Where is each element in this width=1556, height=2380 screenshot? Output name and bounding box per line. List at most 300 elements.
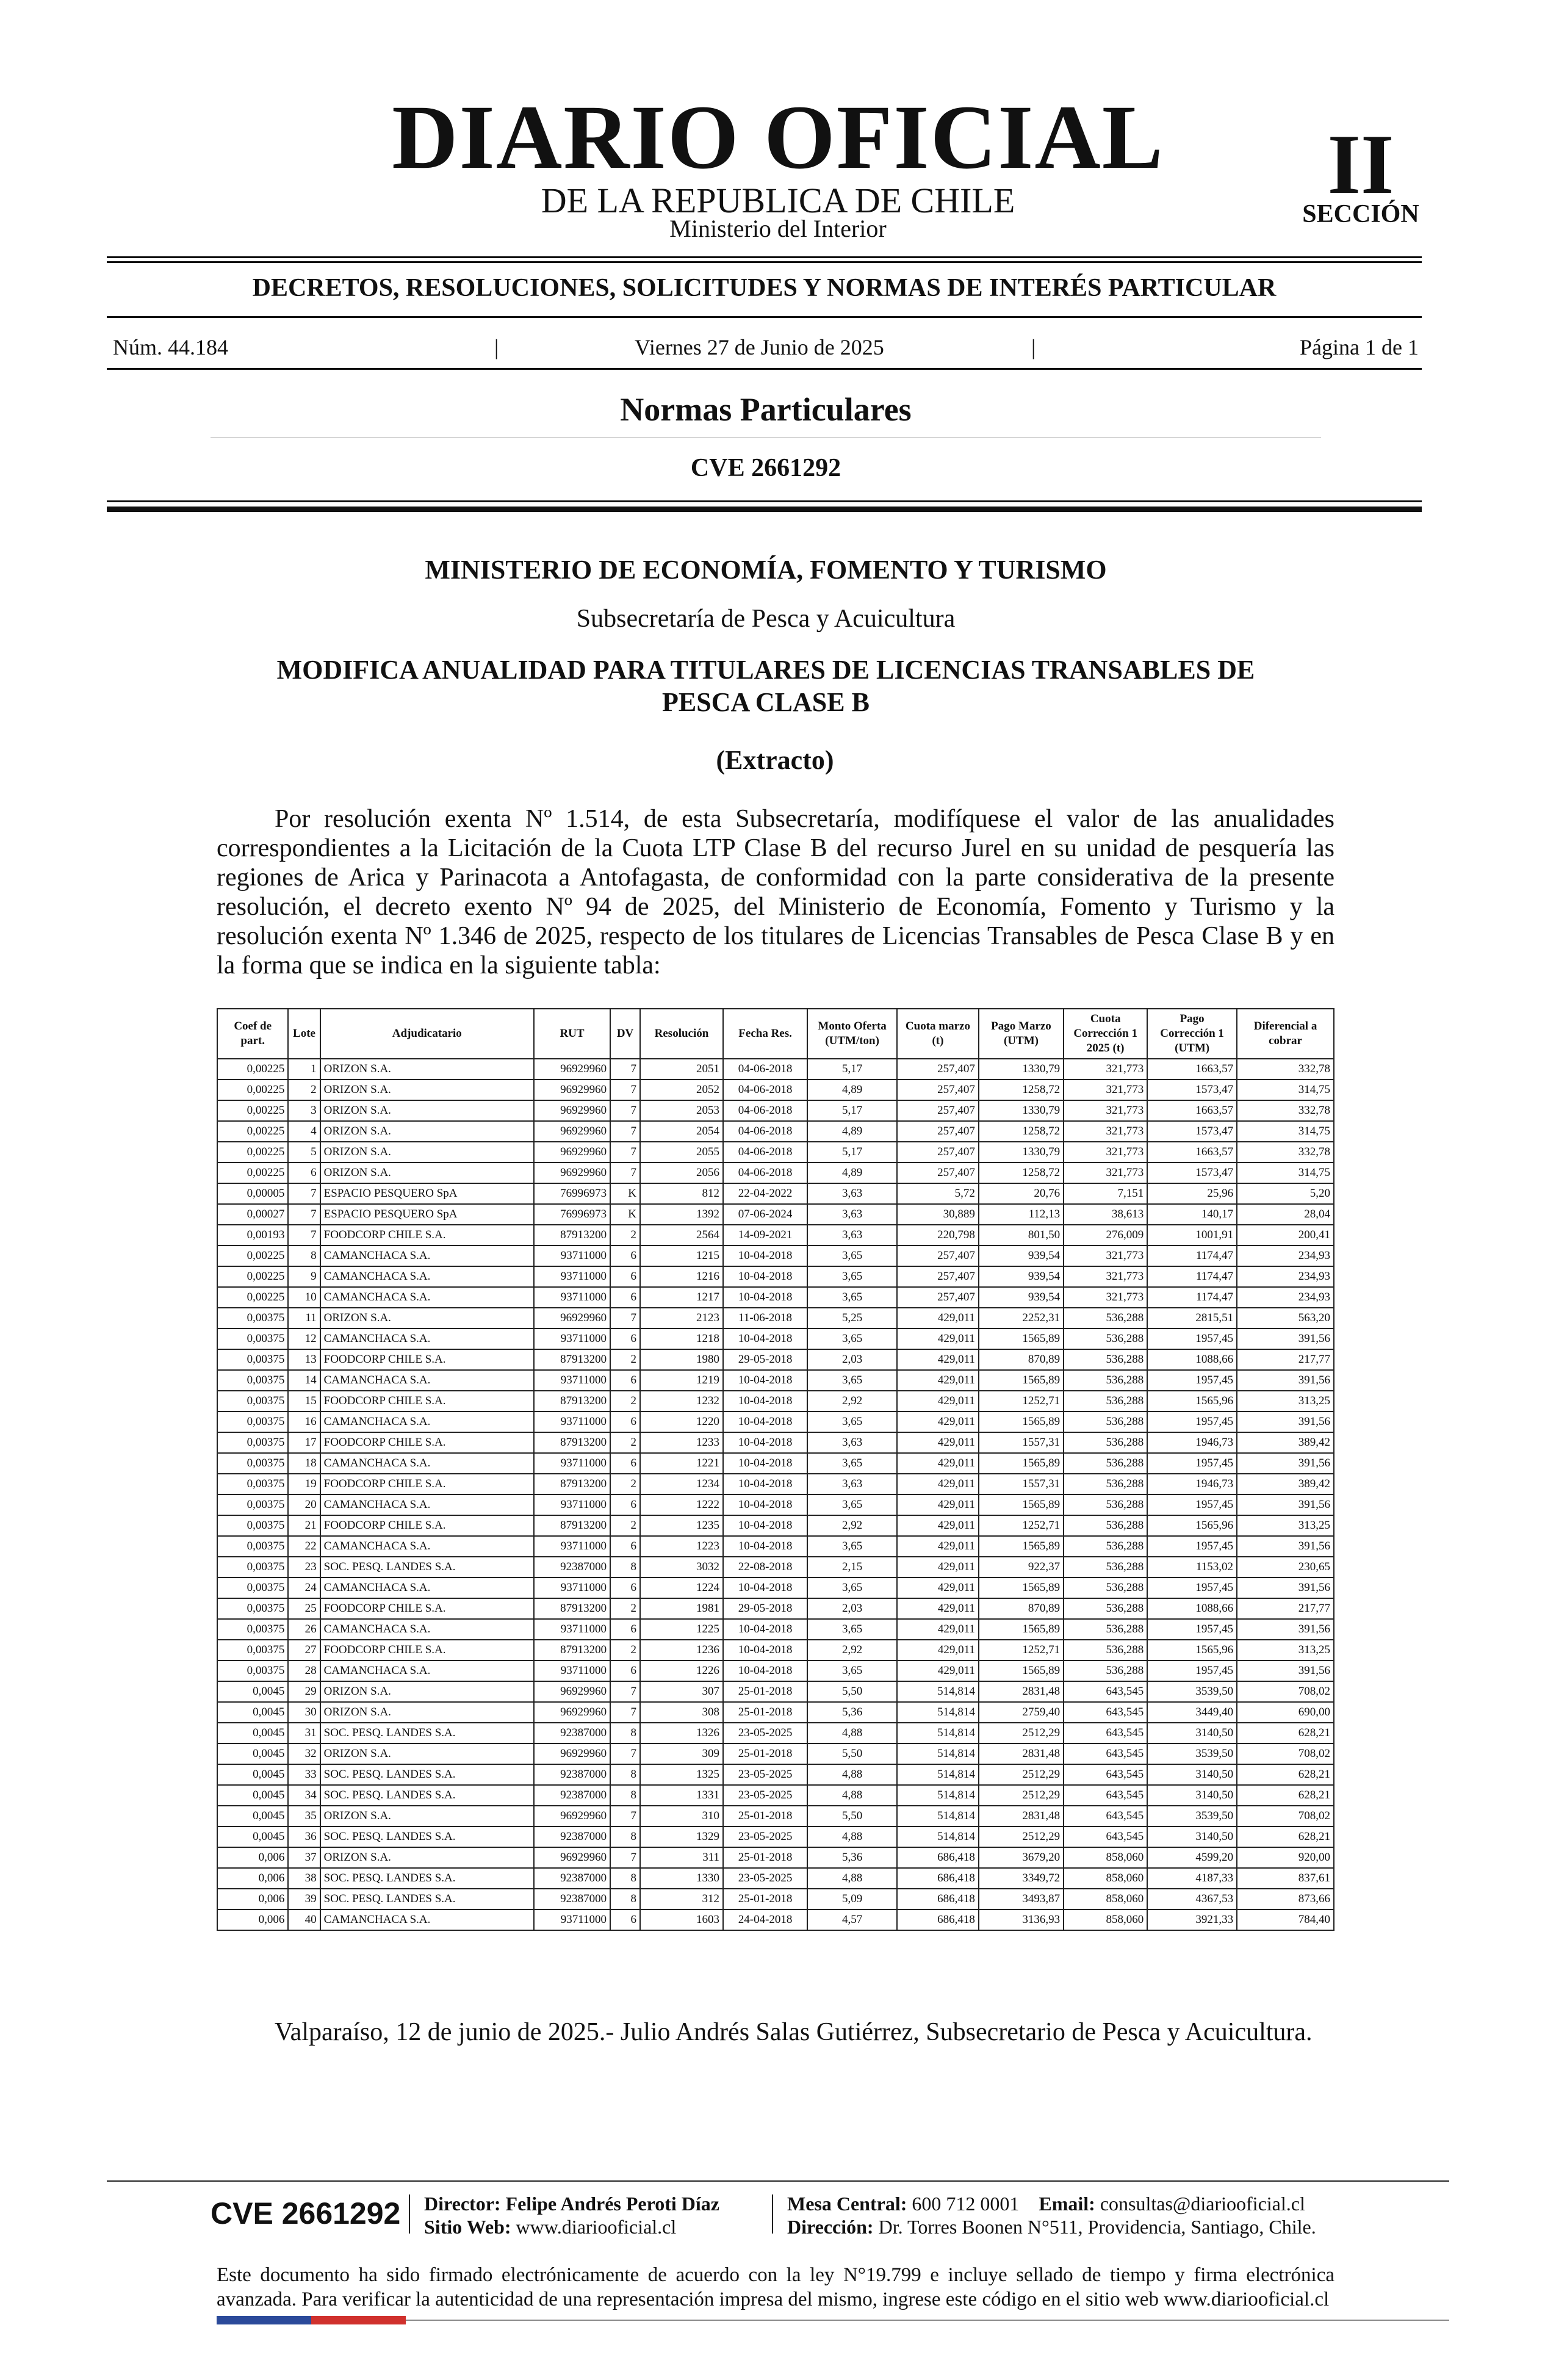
table-cell: 04-06-2018 — [723, 1080, 807, 1100]
table-cell: 1329 — [640, 1826, 723, 1847]
table-cell: 3 — [288, 1100, 320, 1121]
table-cell: 7 — [610, 1121, 640, 1142]
table-cell: 2512,29 — [979, 1764, 1064, 1785]
info-separator: | — [1031, 335, 1036, 359]
table-cell: 858,060 — [1064, 1847, 1147, 1868]
table-cell: 3,65 — [807, 1246, 897, 1266]
table-cell: 389,42 — [1237, 1474, 1334, 1495]
table-cell: 2,92 — [807, 1391, 897, 1412]
table-cell: 1218 — [640, 1329, 723, 1349]
ministry-heading: MINISTERIO DE ECONOMÍA, FOMENTO Y TURISMO — [425, 555, 1107, 585]
table-cell: 10-04-2018 — [723, 1246, 807, 1266]
table-cell: 0,00225 — [217, 1121, 288, 1142]
table-header-cell: Lote — [288, 1009, 320, 1059]
email-link[interactable]: consultas@diariooficial.cl — [1100, 2193, 1305, 2215]
table-cell: 314,75 — [1237, 1163, 1334, 1183]
table-cell: 628,21 — [1237, 1826, 1334, 1847]
table-cell: ORIZON S.A. — [320, 1702, 534, 1723]
table-cell: 429,011 — [897, 1308, 979, 1329]
flag-stripe-blue — [217, 2316, 311, 2324]
table-cell: 96929960 — [534, 1121, 610, 1142]
table-cell: 5,36 — [807, 1847, 897, 1868]
table-cell: 3,65 — [807, 1412, 897, 1432]
table-cell: CAMANCHACA S.A. — [320, 1246, 534, 1266]
table-cell: 3140,50 — [1147, 1826, 1237, 1847]
table-cell: 686,418 — [897, 1868, 979, 1889]
table-cell: 0,00375 — [217, 1391, 288, 1412]
table-cell: 7 — [610, 1142, 640, 1163]
table-cell: K — [610, 1204, 640, 1225]
table-cell: 38 — [288, 1868, 320, 1889]
table-row — [217, 1640, 1334, 1661]
table-cell: 30 — [288, 1702, 320, 1723]
table-cell: 3349,72 — [979, 1868, 1064, 1889]
table-row — [217, 1826, 1334, 1847]
table-cell: 1663,57 — [1147, 1059, 1237, 1080]
table-cell: 332,78 — [1237, 1059, 1334, 1080]
table-cell: 8 — [610, 1785, 640, 1806]
table-cell: 536,288 — [1064, 1474, 1147, 1495]
table-cell: 6 — [610, 1287, 640, 1308]
table-cell: 0,00375 — [217, 1432, 288, 1453]
table-cell: ESPACIO PESQUERO SpA — [320, 1204, 534, 1225]
table-cell: 3,65 — [807, 1266, 897, 1287]
table-cell: 25-01-2018 — [723, 1806, 807, 1826]
table-cell: 11 — [288, 1308, 320, 1329]
table-header-cell: DV — [610, 1009, 640, 1059]
table-cell: 2 — [610, 1515, 640, 1536]
table-cell: 4,88 — [807, 1723, 897, 1744]
table-cell: 332,78 — [1237, 1100, 1334, 1121]
table-cell: CAMANCHACA S.A. — [320, 1619, 534, 1640]
table-row — [217, 1204, 1334, 1225]
table-cell: 391,56 — [1237, 1495, 1334, 1515]
table-cell: 6 — [288, 1163, 320, 1183]
table-cell: 628,21 — [1237, 1785, 1334, 1806]
anualidad-table — [217, 1008, 1334, 1931]
table-cell: 257,407 — [897, 1121, 979, 1142]
table-cell: SOC. PESQ. LANDES S.A. — [320, 1723, 534, 1744]
table-cell: 1980 — [640, 1349, 723, 1370]
table-cell: 1153,02 — [1147, 1557, 1237, 1578]
table-header-cell: Fecha Res. — [723, 1009, 807, 1059]
table-cell: 1565,89 — [979, 1578, 1064, 1598]
table-cell: 87913200 — [534, 1515, 610, 1536]
divider — [107, 261, 1422, 263]
table-cell: 1258,72 — [979, 1163, 1064, 1183]
table-cell: 870,89 — [979, 1598, 1064, 1619]
table-cell: 321,773 — [1064, 1163, 1147, 1183]
web-label: Sitio Web: — [424, 2216, 511, 2238]
table-row — [217, 1495, 1334, 1515]
table-row — [217, 1619, 1334, 1640]
table-cell: 29 — [288, 1681, 320, 1702]
table-cell: 429,011 — [897, 1640, 979, 1661]
table-cell: 3140,50 — [1147, 1723, 1237, 1744]
table-cell: 310 — [640, 1806, 723, 1826]
table-cell: 23 — [288, 1557, 320, 1578]
table-cell: 708,02 — [1237, 1806, 1334, 1826]
table-cell: 6 — [610, 1412, 640, 1432]
table-cell: 92387000 — [534, 1785, 610, 1806]
table-cell: 1957,45 — [1147, 1619, 1237, 1640]
table-cell: 92387000 — [534, 1764, 610, 1785]
table-cell: 4 — [288, 1121, 320, 1142]
table-cell: 2,03 — [807, 1598, 897, 1619]
web-link[interactable]: www.diariooficial.cl — [516, 2216, 677, 2238]
table-cell: 0,00375 — [217, 1495, 288, 1515]
table-cell: 837,61 — [1237, 1868, 1334, 1889]
table-cell: 19 — [288, 1474, 320, 1495]
table-cell: 3140,50 — [1147, 1764, 1237, 1785]
table-row — [217, 1702, 1334, 1723]
table-cell: SOC. PESQ. LANDES S.A. — [320, 1826, 534, 1847]
table-cell: 429,011 — [897, 1557, 979, 1578]
table-cell: FOODCORP CHILE S.A. — [320, 1349, 534, 1370]
table-cell: 0,00375 — [217, 1557, 288, 1578]
divider — [406, 2320, 1449, 2321]
table-cell: 536,288 — [1064, 1370, 1147, 1391]
table-cell: 858,060 — [1064, 1868, 1147, 1889]
table-cell: 0,00375 — [217, 1349, 288, 1370]
table-cell: 23-05-2025 — [723, 1868, 807, 1889]
table-cell: 14 — [288, 1370, 320, 1391]
table-cell: 25-01-2018 — [723, 1744, 807, 1764]
table-cell: 5,72 — [897, 1183, 979, 1204]
table-cell: 1663,57 — [1147, 1100, 1237, 1121]
table-cell: FOODCORP CHILE S.A. — [320, 1474, 534, 1495]
table-cell: 10-04-2018 — [723, 1578, 807, 1598]
table-cell: 313,25 — [1237, 1391, 1334, 1412]
table-cell: 321,773 — [1064, 1287, 1147, 1308]
table-row — [217, 1059, 1334, 1080]
table-cell: 0,00225 — [217, 1100, 288, 1121]
table-cell: 2 — [610, 1640, 640, 1661]
table-cell: 0,0045 — [217, 1826, 288, 1847]
table-header-cell: Adjudicatario — [320, 1009, 534, 1059]
table-cell: 536,288 — [1064, 1391, 1147, 1412]
table-cell: 76996973 — [534, 1204, 610, 1225]
divider — [409, 2194, 410, 2234]
table-cell: 514,814 — [897, 1806, 979, 1826]
table-cell: 10-04-2018 — [723, 1474, 807, 1495]
table-cell: 2051 — [640, 1059, 723, 1080]
table-cell: 0,00225 — [217, 1266, 288, 1287]
table-cell: CAMANCHACA S.A. — [320, 1370, 534, 1391]
table-cell: 2 — [610, 1391, 640, 1412]
table-cell: 5,09 — [807, 1889, 897, 1909]
table-cell: 0,00375 — [217, 1453, 288, 1474]
table-cell: ESPACIO PESQUERO SpA — [320, 1183, 534, 1204]
table-cell: 1226 — [640, 1661, 723, 1681]
table-row — [217, 1453, 1334, 1474]
table-cell: 1573,47 — [1147, 1163, 1237, 1183]
table-cell: 391,56 — [1237, 1412, 1334, 1432]
table-cell: 10-04-2018 — [723, 1661, 807, 1681]
table-cell: 391,56 — [1237, 1536, 1334, 1557]
table-cell: 2054 — [640, 1121, 723, 1142]
table-cell: 96929960 — [534, 1059, 610, 1080]
table-cell: 1331 — [640, 1785, 723, 1806]
table-cell: 10-04-2018 — [723, 1432, 807, 1453]
table-cell: 7 — [610, 1681, 640, 1702]
table-header-cell: Monto Oferta (UTM/ton) — [807, 1009, 897, 1059]
table-cell: 3539,50 — [1147, 1744, 1237, 1764]
table-cell: 1946,73 — [1147, 1474, 1237, 1495]
table-cell: 4599,20 — [1147, 1847, 1237, 1868]
table-header-cell: Pago Corrección 1 (UTM) — [1147, 1009, 1237, 1059]
divider — [107, 316, 1422, 318]
table-cell: 922,37 — [979, 1557, 1064, 1578]
table-cell: 1233 — [640, 1432, 723, 1453]
table-cell: 939,54 — [979, 1246, 1064, 1266]
table-cell: 76996973 — [534, 1183, 610, 1204]
table-cell: 3,65 — [807, 1578, 897, 1598]
table-cell: FOODCORP CHILE S.A. — [320, 1640, 534, 1661]
table-cell: 321,773 — [1064, 1266, 1147, 1287]
footer-contact — [201, 2190, 1452, 2238]
table-cell: 643,545 — [1064, 1681, 1147, 1702]
table-cell: 04-06-2018 — [723, 1059, 807, 1080]
table-cell: 7 — [610, 1163, 640, 1183]
table-cell: 6 — [610, 1495, 640, 1515]
table-cell: 391,56 — [1237, 1578, 1334, 1598]
table-cell: 92387000 — [534, 1723, 610, 1744]
table-cell: 1224 — [640, 1578, 723, 1598]
table-cell: 1236 — [640, 1640, 723, 1661]
table-cell: 429,011 — [897, 1619, 979, 1640]
table-cell: 0,00375 — [217, 1661, 288, 1681]
header-band: DECRETOS, RESOLUCIONES, SOLICITUDES Y NORMAS DE INTERÉS PARTICULAR — [252, 274, 1277, 302]
table-cell: 1001,91 — [1147, 1225, 1237, 1246]
section-number: II — [1327, 117, 1394, 212]
signature-paragraph: Valparaíso, 12 de junio de 2025.- Julio Andrés Salas Gutiérrez, Subsecretario de Pesca y Acuicultura. — [275, 2018, 1313, 2046]
table-cell: ORIZON S.A. — [320, 1308, 534, 1329]
table-cell: 10-04-2018 — [723, 1412, 807, 1432]
table-cell: 0,00225 — [217, 1163, 288, 1183]
table-cell: 536,288 — [1064, 1349, 1147, 1370]
table-cell: 234,93 — [1237, 1266, 1334, 1287]
table-cell: 9 — [288, 1266, 320, 1287]
table-cell: 257,407 — [897, 1163, 979, 1183]
table-cell: CAMANCHACA S.A. — [320, 1412, 534, 1432]
table-cell: 5,17 — [807, 1059, 897, 1080]
table-cell: 04-06-2018 — [723, 1163, 807, 1183]
table-cell: 140,17 — [1147, 1204, 1237, 1225]
table-cell: 15 — [288, 1391, 320, 1412]
table-cell: 33 — [288, 1764, 320, 1785]
table-row — [217, 1598, 1334, 1619]
director-line — [424, 2192, 719, 2215]
table-cell: 36 — [288, 1826, 320, 1847]
table-header-cell: Cuota marzo (t) — [897, 1009, 979, 1059]
table-cell: 801,50 — [979, 1225, 1064, 1246]
table-cell: 7 — [610, 1308, 640, 1329]
table-cell: 7 — [610, 1100, 640, 1121]
table-cell: 96929960 — [534, 1142, 610, 1163]
table-cell: 28 — [288, 1661, 320, 1681]
table-cell: 0,00375 — [217, 1329, 288, 1349]
table-row — [217, 1100, 1334, 1121]
table-cell: 321,773 — [1064, 1142, 1147, 1163]
table-cell: 6 — [610, 1619, 640, 1640]
table-cell: 1663,57 — [1147, 1142, 1237, 1163]
address-line — [787, 2215, 1316, 2238]
table-cell: 514,814 — [897, 1785, 979, 1806]
table-row — [217, 1557, 1334, 1578]
resolution-title: MODIFICA ANUALIDAD PARA TITULARES DE LICENCIAS TRANSABLES DE PESCA CLASE B — [276, 655, 1255, 717]
table-cell: 1232 — [640, 1391, 723, 1412]
table-cell: 1234 — [640, 1474, 723, 1495]
table-cell: 312 — [640, 1889, 723, 1909]
table-cell: 1557,31 — [979, 1474, 1064, 1495]
table-cell: ORIZON S.A. — [320, 1059, 534, 1080]
table-cell: 514,814 — [897, 1702, 979, 1723]
table-cell: 429,011 — [897, 1495, 979, 1515]
table-cell: 257,407 — [897, 1100, 979, 1121]
table-cell: 87913200 — [534, 1391, 610, 1412]
table-cell: 3,65 — [807, 1453, 897, 1474]
table-cell: ORIZON S.A. — [320, 1744, 534, 1764]
table-cell: 4,57 — [807, 1909, 897, 1930]
table-cell: 4,89 — [807, 1080, 897, 1100]
table-cell: 1957,45 — [1147, 1495, 1237, 1515]
table-cell: 93711000 — [534, 1246, 610, 1266]
table-cell: 4,89 — [807, 1121, 897, 1142]
table-cell: 1946,73 — [1147, 1432, 1237, 1453]
subsecretaria: Subsecretaría de Pesca y Acuicultura — [576, 605, 956, 633]
table-cell: 10-04-2018 — [723, 1619, 807, 1640]
table-cell: 1252,71 — [979, 1391, 1064, 1412]
table-cell: 514,814 — [897, 1681, 979, 1702]
table-cell: 28,04 — [1237, 1204, 1334, 1225]
table-cell: 93711000 — [534, 1370, 610, 1391]
web-line — [424, 2215, 719, 2238]
table-cell: 1217 — [640, 1287, 723, 1308]
table-cell: 25-01-2018 — [723, 1889, 807, 1909]
table-cell: 10-04-2018 — [723, 1536, 807, 1557]
section-title: Normas Particulares — [620, 391, 912, 428]
table-cell: 2512,29 — [979, 1826, 1064, 1847]
table-cell: 321,773 — [1064, 1059, 1147, 1080]
table-cell: 1223 — [640, 1536, 723, 1557]
table-cell: 2759,40 — [979, 1702, 1064, 1723]
table-cell: 5 — [288, 1142, 320, 1163]
table-cell: 1 — [288, 1059, 320, 1080]
table-cell: 1957,45 — [1147, 1370, 1237, 1391]
table-cell: 6 — [610, 1578, 640, 1598]
table-cell: 643,545 — [1064, 1826, 1147, 1847]
table-cell: 37 — [288, 1847, 320, 1868]
table-cell: 3449,40 — [1147, 1702, 1237, 1723]
table-cell: 6 — [610, 1536, 640, 1557]
table-cell: 429,011 — [897, 1432, 979, 1453]
table-cell: 3493,87 — [979, 1889, 1064, 1909]
table-cell: 2 — [288, 1080, 320, 1100]
table-cell: 10 — [288, 1287, 320, 1308]
table-cell: 234,93 — [1237, 1246, 1334, 1266]
table-cell: 391,56 — [1237, 1370, 1334, 1391]
table-cell: 3,63 — [807, 1474, 897, 1495]
table-cell: 321,773 — [1064, 1100, 1147, 1121]
table-cell: 1330,79 — [979, 1142, 1064, 1163]
table-cell: 3,65 — [807, 1619, 897, 1640]
table-cell: 708,02 — [1237, 1681, 1334, 1702]
table-cell: 1565,96 — [1147, 1515, 1237, 1536]
table-row — [217, 1329, 1334, 1349]
table-header-cell: Diferencial a cobrar — [1237, 1009, 1334, 1059]
table-cell: 10-04-2018 — [723, 1515, 807, 1536]
table-cell: 5,50 — [807, 1681, 897, 1702]
table-cell: 25,96 — [1147, 1183, 1237, 1204]
table-cell: 3032 — [640, 1557, 723, 1578]
email-label: Email: — [1039, 2193, 1095, 2215]
table-cell: 313,25 — [1237, 1640, 1334, 1661]
table-cell: 11-06-2018 — [723, 1308, 807, 1329]
table-cell: 24 — [288, 1578, 320, 1598]
table-cell: 514,814 — [897, 1826, 979, 1847]
table-cell: 96929960 — [534, 1702, 610, 1723]
table-cell: 4,88 — [807, 1785, 897, 1806]
table-cell: 96929960 — [534, 1100, 610, 1121]
table-cell: 858,060 — [1064, 1909, 1147, 1930]
table-row — [217, 1080, 1334, 1100]
table-cell: 3,63 — [807, 1225, 897, 1246]
table-cell: 23-05-2025 — [723, 1723, 807, 1744]
table-cell: 1258,72 — [979, 1080, 1064, 1100]
table-cell: 0,0045 — [217, 1785, 288, 1806]
table-cell: 93711000 — [534, 1495, 610, 1515]
table-row — [217, 1225, 1334, 1246]
table-cell: 8 — [610, 1889, 640, 1909]
table-cell: 93711000 — [534, 1266, 610, 1287]
table-cell: 5,50 — [807, 1806, 897, 1826]
table-cell: 1565,89 — [979, 1536, 1064, 1557]
table-cell: 21 — [288, 1515, 320, 1536]
table-cell: SOC. PESQ. LANDES S.A. — [320, 1889, 534, 1909]
table-row — [217, 1744, 1334, 1764]
table-cell: 308 — [640, 1702, 723, 1723]
table-cell: 3539,50 — [1147, 1806, 1237, 1826]
table-cell: 3679,20 — [979, 1847, 1064, 1868]
table-cell: 27 — [288, 1640, 320, 1661]
table-cell: 2 — [610, 1474, 640, 1495]
table-cell: 939,54 — [979, 1266, 1064, 1287]
table-cell: 6 — [610, 1329, 640, 1349]
table-cell: 7 — [610, 1059, 640, 1080]
table-cell: ORIZON S.A. — [320, 1121, 534, 1142]
table-cell: 23-05-2025 — [723, 1764, 807, 1785]
table-cell: 220,798 — [897, 1225, 979, 1246]
table-cell: 686,418 — [897, 1889, 979, 1909]
table-cell: 2252,31 — [979, 1308, 1064, 1329]
table-row — [217, 1246, 1334, 1266]
table-cell: 16 — [288, 1412, 320, 1432]
table-cell: SOC. PESQ. LANDES S.A. — [320, 1764, 534, 1785]
table-cell: 2123 — [640, 1308, 723, 1329]
table-cell: 708,02 — [1237, 1744, 1334, 1764]
table-cell: 309 — [640, 1744, 723, 1764]
table-cell: 93711000 — [534, 1329, 610, 1349]
table-cell: 563,20 — [1237, 1308, 1334, 1329]
table-cell: 858,060 — [1064, 1889, 1147, 1909]
table-cell: 1330,79 — [979, 1100, 1064, 1121]
table-cell: 1957,45 — [1147, 1412, 1237, 1432]
table-cell: 920,00 — [1237, 1847, 1334, 1868]
body-text: Por resolución exenta Nº 1.514, de esta Subsecretaría, modifíquese el valor de las anualidades correspondientes a la Licitación de la Cuota LTP Clase B del recurso Jurel en su unidad de pesquería las regiones de Arica y Parinacota a Antofagasta, de conformidad con la parte considerativa de la presente resolución, el decreto exento Nº 94 de 2025, del Ministerio de Economía, Fomento y Turismo y la resolución exenta Nº 1.346 de 2025, respecto de los titulares de Licencias Transables de Pesca Clase B y en la forma que se indica en la siguiente tabla: — [217, 805, 1334, 979]
table-cell: K — [610, 1183, 640, 1204]
table-cell: 389,42 — [1237, 1432, 1334, 1453]
